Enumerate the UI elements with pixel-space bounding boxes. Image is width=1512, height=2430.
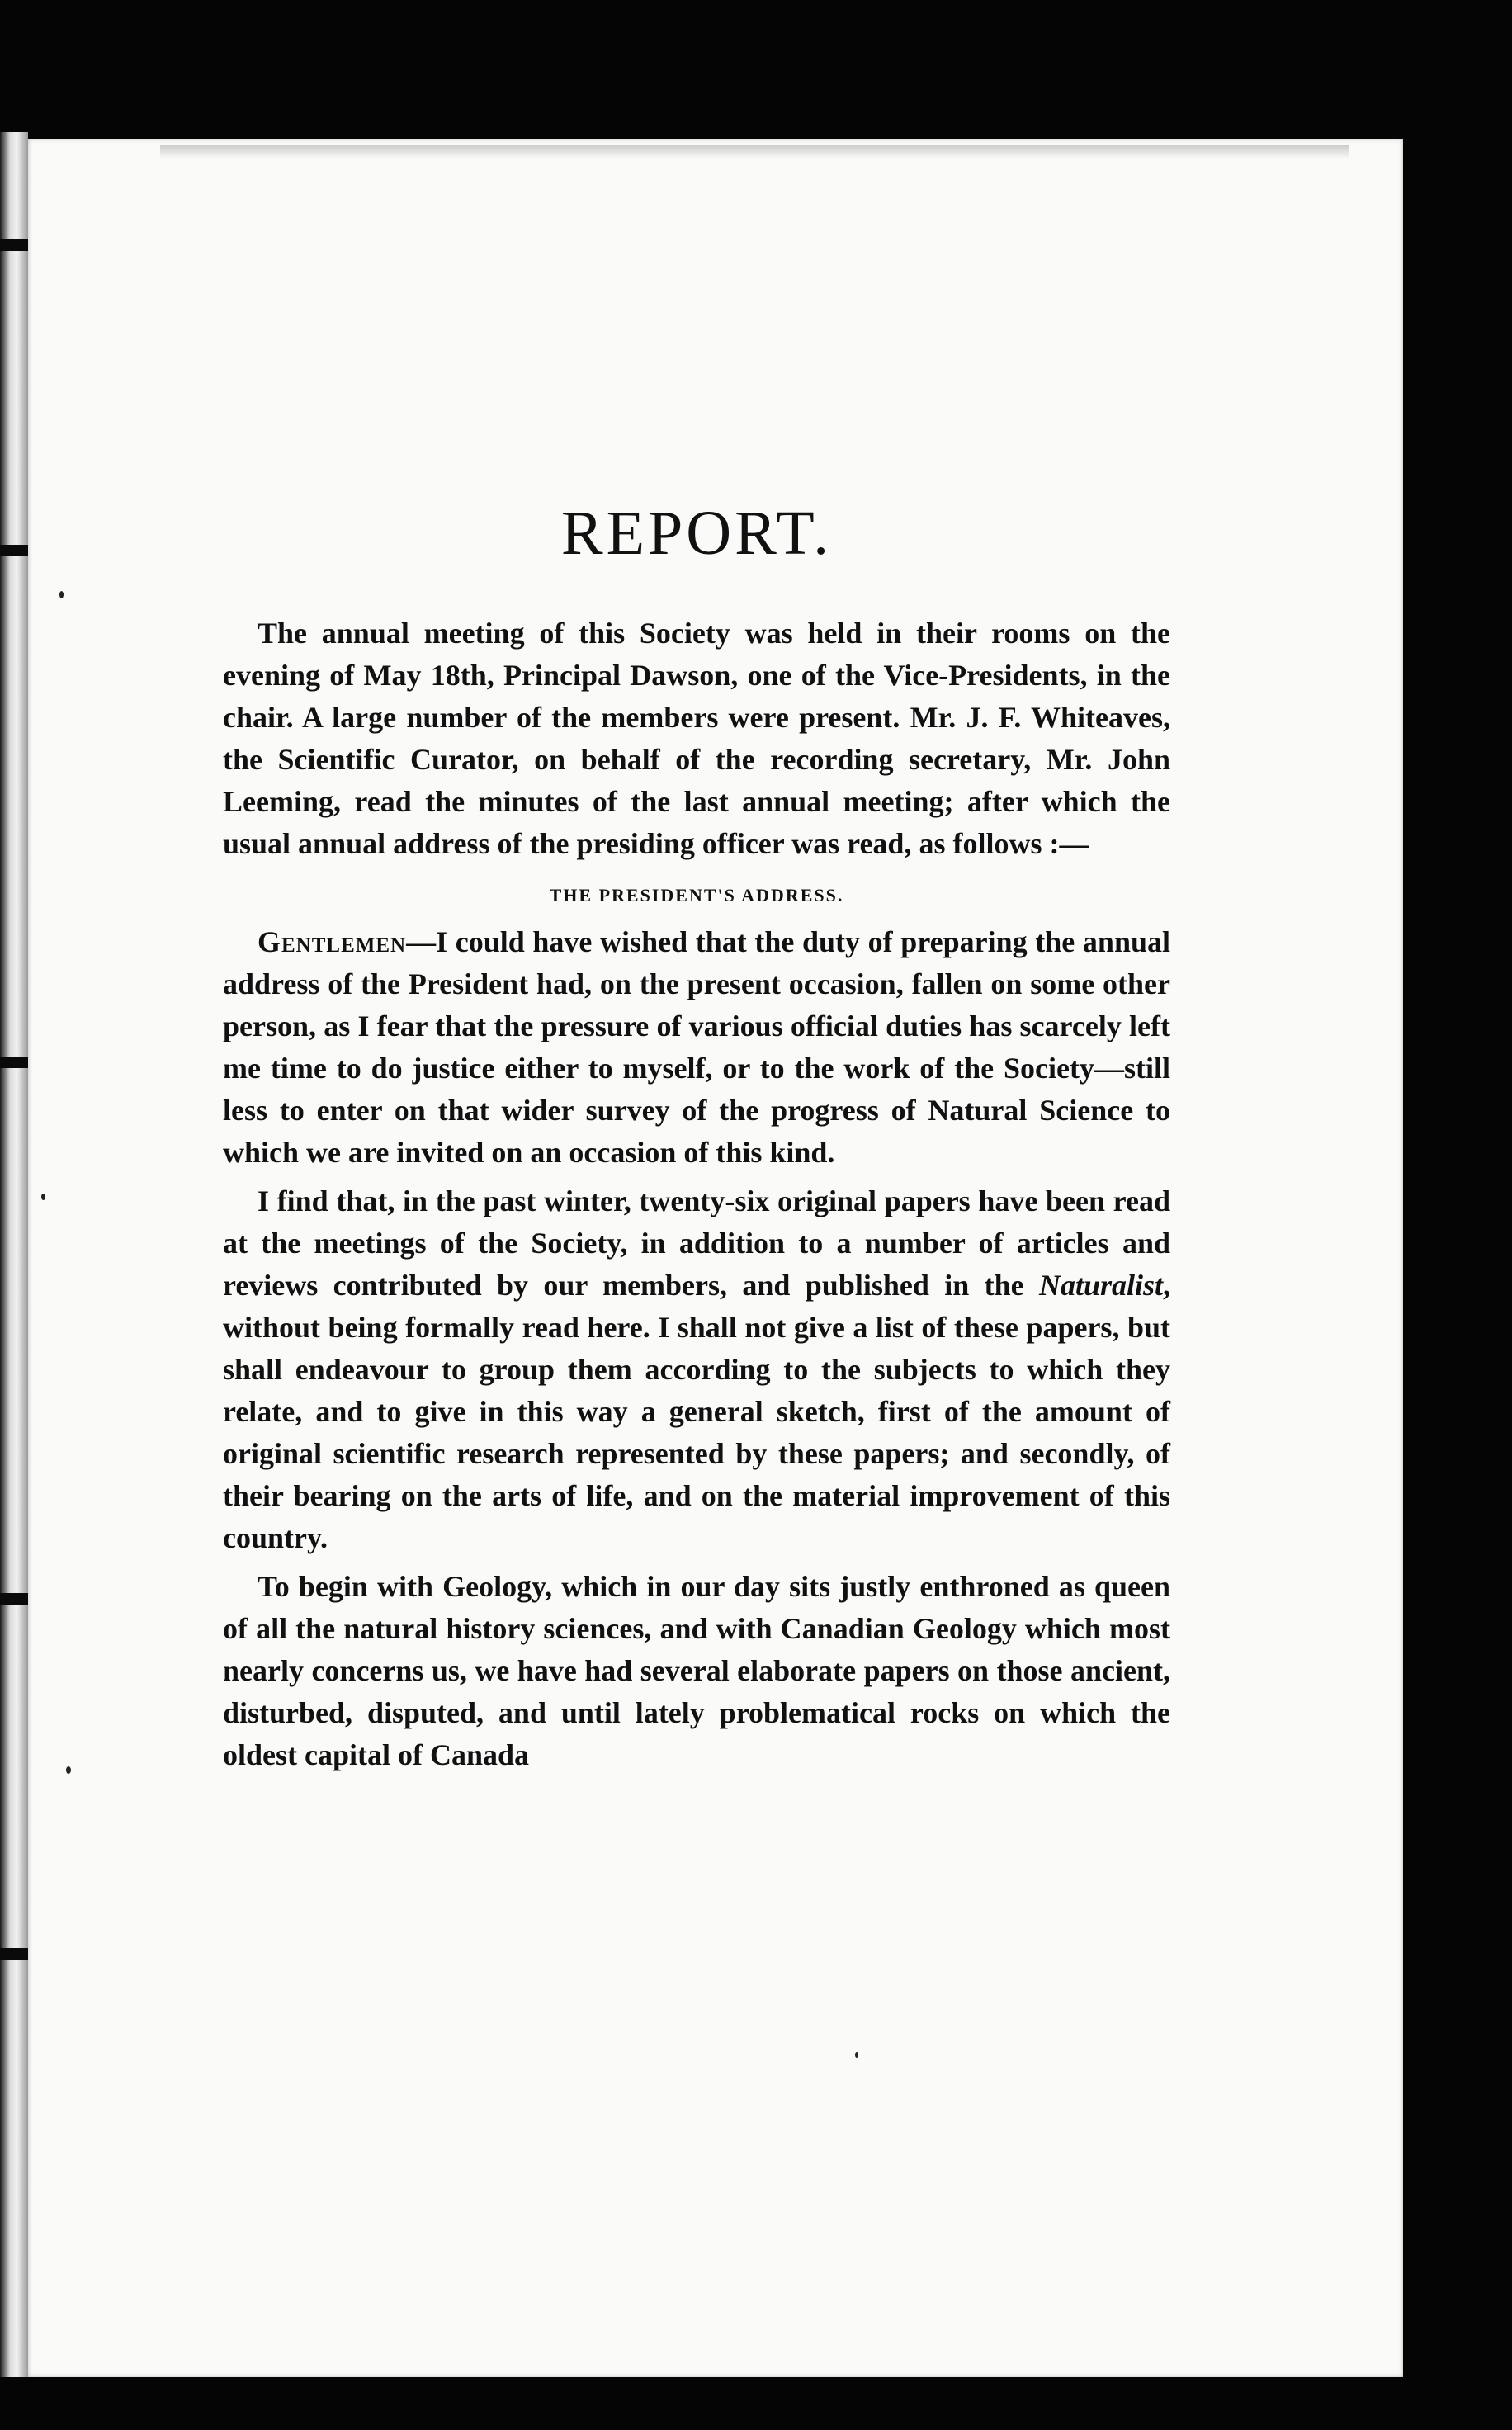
dust-speck bbox=[59, 591, 64, 598]
paragraph-2-text-b: , without being formally read here. I shall not give a list of these papers, but shall endeavour to group them according to the subjects to which they relate, and to give in this way a general sketch, first of the amount of original scientific research represented by these papers; and secondly, of their bearing on the arts of life, and on the material improvement of this country. bbox=[223, 1269, 1170, 1554]
report-title: REPORT. bbox=[560, 499, 833, 568]
salutation: Gentlemen bbox=[258, 925, 407, 958]
dust-speck bbox=[66, 1766, 71, 1774]
address-heading: THE PRESIDENT'S ADDRESS. bbox=[549, 885, 844, 905]
dust-speck bbox=[41, 1194, 45, 1200]
address-paragraph-1 bbox=[223, 921, 1170, 1174]
address-paragraph-3: To begin with Geology, which in our day sits justly enthroned as queen of all the natural history sciences, and with Canadian Geology which most nearly concerns us, we have had several elaborate papers on those ancient, disturbed, disputed, and until lately problematical rocks on which the oldest capital of Canada bbox=[223, 1570, 1170, 1771]
opening-paragraph: The annual meeting of this Society was held in their rooms on the evening of May 18th, Principal Dawson, one of the Vice-Presidents, in the chair. A large number of the members were present. Mr. J. F. Whiteaves, the Scientific Curator, on behalf of the recording secretary, Mr. John Leeming, read the minutes of the last annual meeting; after which the usual annual address of the presiding officer was read, as follows :— bbox=[223, 617, 1170, 860]
scanned-page bbox=[28, 139, 1403, 2377]
address-paragraph-2 bbox=[223, 1180, 1170, 1559]
page-edge-shadow bbox=[160, 145, 1349, 158]
paragraph-1-text: —I could have wished that the duty of preparing the annual address of the President had, on the present occasion, fallen on some other person, as I fear that the pressure of various official duties has scarcely left me time to do justice either to myself, or to the work of the Society—still less to enter on that wider survey of the progress of Natural Science to which we are invited on an occasion of this kind. bbox=[223, 925, 1170, 1169]
paragraph-2-text-a: I find that, in the past winter, twenty-six original papers have been read at the meetings of the Society, in addition to a number of articles and reviews contributed by our members, and published in the bbox=[223, 1184, 1170, 1302]
book-binding bbox=[0, 132, 28, 2377]
dust-speck bbox=[855, 2052, 858, 2058]
naturalist-title: Naturalist bbox=[1038, 1269, 1163, 1302]
report-text bbox=[223, 499, 1170, 1776]
